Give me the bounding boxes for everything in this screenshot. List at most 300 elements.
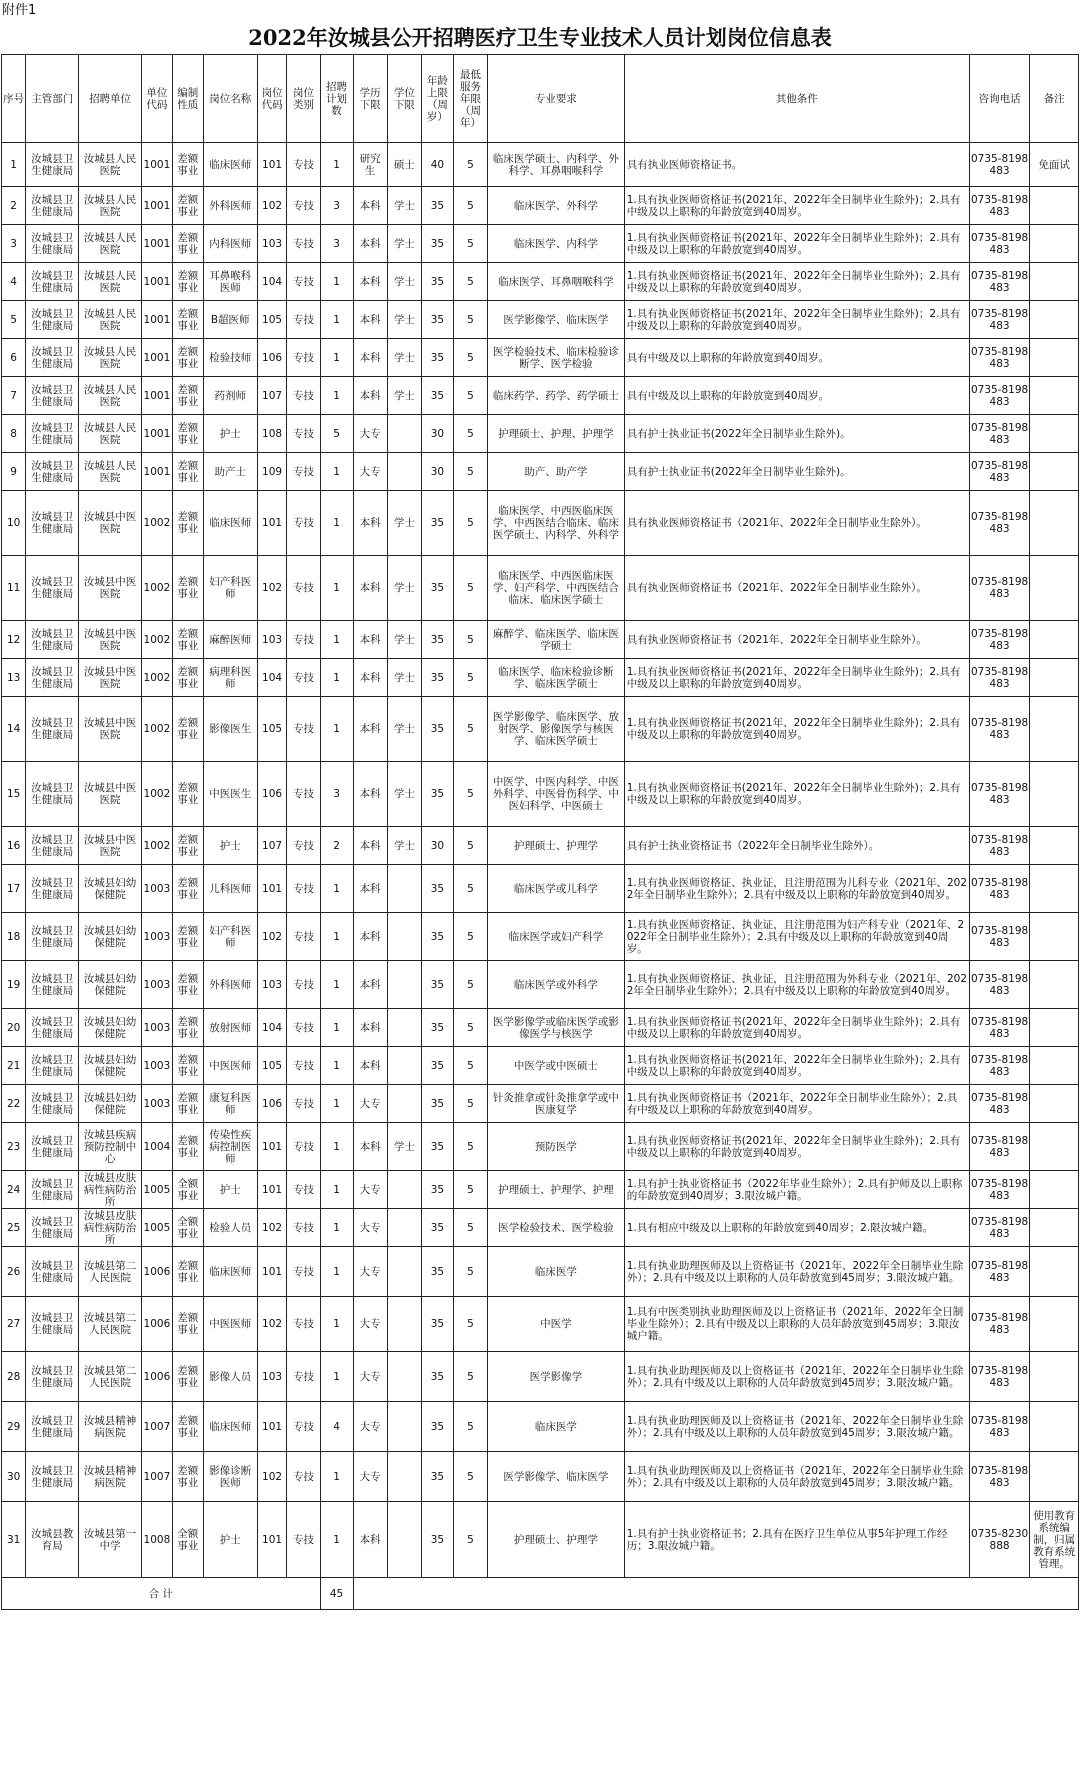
cell-major: 临床医学、临床检验诊断学、临床医学硕士 — [488, 659, 625, 697]
cell-age-limit: 35 — [421, 1171, 453, 1209]
cell-position-code: 101 — [257, 491, 287, 556]
cell-position-code: 102 — [257, 1452, 287, 1502]
cell-phone: 0735-8198483 — [969, 1123, 1030, 1171]
cell-other-conditions: 具有执业医师资格证书（2021年、2022年全日制毕业生除外）。 — [624, 556, 969, 621]
cell-service-years: 5 — [453, 1247, 487, 1297]
cell-degree — [387, 913, 421, 961]
cell-remarks — [1030, 1402, 1079, 1452]
cell-service-years: 5 — [453, 187, 487, 225]
cell-other-conditions: 1.具有执业医师资格证书(2021年、2022年全日制毕业生除外)；2.具有中级及以上职称的年龄放宽到40周岁。 — [624, 762, 969, 827]
cell-staffing: 全额事业 — [172, 1171, 203, 1209]
cell-unit-code: 1003 — [141, 961, 172, 1009]
cell-plan-count: 1 — [320, 263, 353, 301]
cell-education: 大专 — [353, 415, 387, 453]
cell-plan-count: 1 — [320, 301, 353, 339]
cell-education: 本科 — [353, 187, 387, 225]
cell-phone: 0735-8198483 — [969, 1009, 1030, 1047]
cell-service-years: 5 — [453, 762, 487, 827]
cell-other-conditions: 1.具有执业医师资格证书(2021年、2022年全日制毕业生除外)；2.具有中级及以上职称的年龄放宽到40周岁。 — [624, 301, 969, 339]
cell-plan-count: 1 — [320, 1171, 353, 1209]
cell-unit-code: 1003 — [141, 1085, 172, 1123]
cell-unit-code: 1001 — [141, 453, 172, 491]
cell-major: 临床医学、耳鼻咽喉科学 — [488, 263, 625, 301]
cell-education: 本科 — [353, 827, 387, 865]
cell-major: 医学影像学 — [488, 1352, 625, 1402]
cell-other-conditions: 具有护士执业资格证书（2022年全日制毕业生除外）。 — [624, 827, 969, 865]
cell-department: 汝城县卫生健康局 — [26, 913, 79, 961]
cell-education: 大专 — [353, 1297, 387, 1352]
cell-position-type: 专技 — [287, 913, 320, 961]
cell-seq: 6 — [2, 339, 26, 377]
cell-unit-code: 1001 — [141, 263, 172, 301]
cell-service-years: 5 — [453, 827, 487, 865]
column-header: 年龄上限（周岁） — [421, 55, 453, 143]
cell-position-code: 101 — [257, 865, 287, 913]
cell-staffing: 差额事业 — [172, 225, 203, 263]
cell-unit: 汝城县人民医院 — [79, 301, 142, 339]
table-row — [2, 143, 1079, 187]
cell-unit: 汝城县人民医院 — [79, 415, 142, 453]
cell-department: 汝城县卫生健康局 — [26, 961, 79, 1009]
cell-remarks — [1030, 1171, 1079, 1209]
cell-degree: 学士 — [387, 491, 421, 556]
cell-phone: 0735-8198483 — [969, 377, 1030, 415]
cell-plan-count: 1 — [320, 339, 353, 377]
cell-degree: 学士 — [387, 301, 421, 339]
cell-other-conditions: 1.具有相应中级及以上职称的年龄放宽到40周岁；2.限汝城户籍。 — [624, 1209, 969, 1247]
cell-major: 医学影像学、临床医学 — [488, 1452, 625, 1502]
cell-education: 大专 — [353, 1171, 387, 1209]
cell-staffing: 差额事业 — [172, 1452, 203, 1502]
cell-unit: 汝城县皮肤病性病防治所 — [79, 1171, 142, 1209]
cell-phone: 0735-8198483 — [969, 913, 1030, 961]
cell-age-limit: 35 — [421, 491, 453, 556]
cell-department: 汝城县卫生健康局 — [26, 865, 79, 913]
column-header: 岗位代码 — [257, 55, 287, 143]
cell-department: 汝城县卫生健康局 — [26, 1452, 79, 1502]
cell-remarks — [1030, 865, 1079, 913]
cell-staffing: 差额事业 — [172, 762, 203, 827]
cell-position-code: 102 — [257, 187, 287, 225]
cell-degree — [387, 1402, 421, 1452]
cell-service-years: 5 — [453, 865, 487, 913]
cell-department: 汝城县卫生健康局 — [26, 415, 79, 453]
cell-seq: 23 — [2, 1123, 26, 1171]
cell-age-limit: 35 — [421, 187, 453, 225]
cell-plan-count: 1 — [320, 659, 353, 697]
cell-service-years: 5 — [453, 339, 487, 377]
cell-service-years: 5 — [453, 225, 487, 263]
header-row — [2, 55, 1079, 143]
column-header: 咨询电话 — [969, 55, 1030, 143]
cell-other-conditions: 1.具有护士执业资格证书；2.具有在医疗卫生单位从事5年护理工作经历；3.限汝城户籍。 — [624, 1502, 969, 1578]
table-row — [2, 263, 1079, 301]
cell-unit: 汝城县妇幼保健院 — [79, 1009, 142, 1047]
cell-unit-code: 1008 — [141, 1502, 172, 1578]
cell-staffing: 差额事业 — [172, 1247, 203, 1297]
table-row — [2, 1247, 1079, 1297]
cell-position-type: 专技 — [287, 1009, 320, 1047]
column-header: 单位代码 — [141, 55, 172, 143]
cell-position-code: 101 — [257, 143, 287, 187]
cell-age-limit: 35 — [421, 225, 453, 263]
cell-unit: 汝城县中医医院 — [79, 556, 142, 621]
cell-education: 本科 — [353, 697, 387, 762]
table-row — [2, 1171, 1079, 1209]
cell-position: 麻醉医师 — [203, 621, 257, 659]
cell-unit-code: 1003 — [141, 865, 172, 913]
cell-position-code: 106 — [257, 1085, 287, 1123]
cell-position-type: 专技 — [287, 415, 320, 453]
cell-education: 本科 — [353, 491, 387, 556]
cell-position-type: 专技 — [287, 377, 320, 415]
cell-position-code: 103 — [257, 961, 287, 1009]
table-row — [2, 659, 1079, 697]
cell-phone: 0735-8198483 — [969, 827, 1030, 865]
cell-service-years: 5 — [453, 1123, 487, 1171]
cell-position: 临床医师 — [203, 491, 257, 556]
cell-major: 麻醉学、临床医学、临床医学硕士 — [488, 621, 625, 659]
cell-education: 大专 — [353, 1085, 387, 1123]
cell-unit: 汝城县中医医院 — [79, 659, 142, 697]
cell-seq: 11 — [2, 556, 26, 621]
cell-seq: 19 — [2, 961, 26, 1009]
cell-age-limit: 35 — [421, 865, 453, 913]
cell-seq: 16 — [2, 827, 26, 865]
cell-remarks — [1030, 913, 1079, 961]
cell-remarks — [1030, 1085, 1079, 1123]
cell-seq: 10 — [2, 491, 26, 556]
cell-other-conditions: 具有执业医师资格证书（2021年、2022年全日制毕业生除外）。 — [624, 621, 969, 659]
cell-position-code: 101 — [257, 1123, 287, 1171]
cell-position-code: 102 — [257, 1209, 287, 1247]
cell-position: 传染性疾病控制医师 — [203, 1123, 257, 1171]
cell-staffing: 差额事业 — [172, 415, 203, 453]
cell-position-code: 106 — [257, 762, 287, 827]
cell-service-years: 5 — [453, 556, 487, 621]
cell-other-conditions: 1.具有执业医师资格证、执业证，且注册范围为妇产科专业（2021年、2022年全日制毕业生除外）；2.具有中级及以上职称的年龄放宽到40周岁。 — [624, 913, 969, 961]
cell-remarks: 使用教育系统编制，归属教育系统管理。 — [1030, 1502, 1079, 1578]
cell-remarks — [1030, 762, 1079, 827]
cell-position: 放射医师 — [203, 1009, 257, 1047]
table-row — [2, 865, 1079, 913]
cell-department: 汝城县卫生健康局 — [26, 697, 79, 762]
cell-phone: 0735-8198483 — [969, 1247, 1030, 1297]
cell-department: 汝城县卫生健康局 — [26, 1247, 79, 1297]
column-header: 其他条件 — [624, 55, 969, 143]
cell-phone: 0735-8198483 — [969, 225, 1030, 263]
cell-plan-count: 3 — [320, 187, 353, 225]
cell-age-limit: 35 — [421, 1085, 453, 1123]
cell-other-conditions: 1.具有执业医师资格证书(2021年、2022年全日制毕业生除外)；2.具有中级及以上职称的年龄放宽到40周岁。 — [624, 659, 969, 697]
cell-service-years: 5 — [453, 697, 487, 762]
cell-phone: 0735-8198483 — [969, 1452, 1030, 1502]
cell-degree — [387, 961, 421, 1009]
cell-unit: 汝城县中医医院 — [79, 697, 142, 762]
cell-service-years: 5 — [453, 659, 487, 697]
cell-unit: 汝城县疾病预防控制中心 — [79, 1123, 142, 1171]
cell-age-limit: 35 — [421, 621, 453, 659]
table-row — [2, 415, 1079, 453]
cell-position-type: 专技 — [287, 961, 320, 1009]
cell-major: 中医学、中医内科学、中医外科学、中医骨伤科学、中医妇科学、中医硕士 — [488, 762, 625, 827]
cell-other-conditions: 1.具有执业助理医师及以上资格证书（2021年、2022年全日制毕业生除外）；2.具有中级及以上职称的人员年龄放宽到45周岁；3.限汝城户籍。 — [624, 1402, 969, 1452]
cell-unit: 汝城县中医医院 — [79, 827, 142, 865]
cell-remarks — [1030, 1009, 1079, 1047]
cell-department: 汝城县卫生健康局 — [26, 339, 79, 377]
cell-age-limit: 35 — [421, 1402, 453, 1452]
cell-unit-code: 1007 — [141, 1452, 172, 1502]
cell-staffing: 差额事业 — [172, 187, 203, 225]
cell-age-limit: 35 — [421, 1123, 453, 1171]
cell-position-type: 专技 — [287, 339, 320, 377]
cell-staffing: 差额事业 — [172, 865, 203, 913]
cell-service-years: 5 — [453, 621, 487, 659]
cell-degree: 学士 — [387, 697, 421, 762]
cell-other-conditions: 1.具有执业医师资格证书(2021年、2022年全日制毕业生除外)；2.具有中级及以上职称的年龄放宽到40周岁。 — [624, 1047, 969, 1085]
cell-unit-code: 1002 — [141, 697, 172, 762]
cell-position: 儿科医师 — [203, 865, 257, 913]
cell-major: 临床医学 — [488, 1247, 625, 1297]
cell-unit: 汝城县人民医院 — [79, 225, 142, 263]
cell-seq: 26 — [2, 1247, 26, 1297]
cell-other-conditions: 1.具有执业医师资格证、执业证，且注册范围为儿科专业（2021年、2022年全日制毕业生除外）；2.具有中级及以上职称的年龄放宽到40周岁。 — [624, 865, 969, 913]
cell-position-code: 107 — [257, 827, 287, 865]
cell-education: 本科 — [353, 263, 387, 301]
cell-other-conditions: 具有中级及以上职称的年龄放宽到40周岁。 — [624, 339, 969, 377]
cell-department: 汝城县卫生健康局 — [26, 1085, 79, 1123]
cell-seq: 12 — [2, 621, 26, 659]
table-row — [2, 1085, 1079, 1123]
cell-department: 汝城县卫生健康局 — [26, 187, 79, 225]
cell-unit: 汝城县精神病医院 — [79, 1452, 142, 1502]
cell-seq: 15 — [2, 762, 26, 827]
cell-seq: 13 — [2, 659, 26, 697]
cell-age-limit: 35 — [421, 1209, 453, 1247]
cell-position-code: 101 — [257, 1247, 287, 1297]
cell-major: 护理硕士、护理、护理学 — [488, 415, 625, 453]
cell-phone: 0735-8198483 — [969, 339, 1030, 377]
cell-phone: 0735-8198483 — [969, 1402, 1030, 1452]
column-header: 招聘单位 — [79, 55, 142, 143]
cell-plan-count: 1 — [320, 1502, 353, 1578]
cell-major: 护理硕士、护理学、护理 — [488, 1171, 625, 1209]
cell-department: 汝城县卫生健康局 — [26, 1171, 79, 1209]
cell-plan-count: 1 — [320, 491, 353, 556]
cell-remarks — [1030, 827, 1079, 865]
cell-degree: 学士 — [387, 225, 421, 263]
cell-unit-code: 1001 — [141, 301, 172, 339]
cell-unit: 汝城县人民医院 — [79, 339, 142, 377]
cell-unit-code: 1004 — [141, 1123, 172, 1171]
cell-position-type: 专技 — [287, 453, 320, 491]
cell-other-conditions: 1.具有执业助理医师及以上资格证书（2021年、2022年全日制毕业生除外）；2.具有中级及以上职称的人员年龄放宽到45周岁；3.限汝城户籍。 — [624, 1247, 969, 1297]
cell-age-limit: 35 — [421, 339, 453, 377]
cell-age-limit: 35 — [421, 1047, 453, 1085]
cell-seq: 2 — [2, 187, 26, 225]
cell-degree — [387, 1352, 421, 1402]
cell-age-limit: 35 — [421, 961, 453, 1009]
table-row — [2, 1502, 1079, 1578]
cell-position: 妇产科医师 — [203, 556, 257, 621]
cell-education: 本科 — [353, 556, 387, 621]
cell-unit-code: 1001 — [141, 225, 172, 263]
cell-position-code: 106 — [257, 339, 287, 377]
cell-department: 汝城县卫生健康局 — [26, 762, 79, 827]
cell-service-years: 5 — [453, 1502, 487, 1578]
table-row — [2, 453, 1079, 491]
cell-remarks — [1030, 1047, 1079, 1085]
column-header: 岗位类别 — [287, 55, 320, 143]
cell-phone: 0735-8198483 — [969, 1352, 1030, 1402]
cell-degree — [387, 1085, 421, 1123]
cell-unit-code: 1006 — [141, 1247, 172, 1297]
cell-age-limit: 35 — [421, 659, 453, 697]
cell-unit: 汝城县人民医院 — [79, 453, 142, 491]
cell-staffing: 差额事业 — [172, 827, 203, 865]
cell-education: 本科 — [353, 913, 387, 961]
cell-position-type: 专技 — [287, 659, 320, 697]
cell-degree — [387, 1502, 421, 1578]
cell-position: 中医医师 — [203, 1297, 257, 1352]
table-row — [2, 377, 1079, 415]
cell-degree: 学士 — [387, 187, 421, 225]
cell-staffing: 差额事业 — [172, 377, 203, 415]
cell-other-conditions: 具有执业医师资格证书。 — [624, 143, 969, 187]
cell-education: 本科 — [353, 961, 387, 1009]
cell-plan-count: 3 — [320, 225, 353, 263]
cell-degree: 学士 — [387, 339, 421, 377]
cell-unit: 汝城县人民医院 — [79, 263, 142, 301]
cell-unit: 汝城县妇幼保健院 — [79, 913, 142, 961]
cell-phone: 0735-8198483 — [969, 1297, 1030, 1352]
cell-plan-count: 1 — [320, 143, 353, 187]
cell-degree: 硕士 — [387, 143, 421, 187]
cell-position: 外科医师 — [203, 187, 257, 225]
cell-education: 本科 — [353, 621, 387, 659]
cell-major: 医学影像学、临床医学 — [488, 301, 625, 339]
cell-position: 内科医师 — [203, 225, 257, 263]
cell-position-type: 专技 — [287, 225, 320, 263]
cell-seq: 9 — [2, 453, 26, 491]
cell-phone: 0735-8198483 — [969, 415, 1030, 453]
cell-service-years: 5 — [453, 1297, 487, 1352]
cell-degree: 学士 — [387, 1123, 421, 1171]
table-row — [2, 1452, 1079, 1502]
cell-degree — [387, 1009, 421, 1047]
cell-education: 本科 — [353, 659, 387, 697]
cell-education: 本科 — [353, 225, 387, 263]
cell-unit: 汝城县妇幼保健院 — [79, 865, 142, 913]
cell-position: 临床医师 — [203, 143, 257, 187]
cell-position: 护士 — [203, 827, 257, 865]
cell-remarks — [1030, 377, 1079, 415]
cell-unit: 汝城县妇幼保健院 — [79, 1085, 142, 1123]
cell-other-conditions: 1.具有执业医师资格证书(2021年、2022年全日制毕业生除外)；2.具有中级及以上职称的年龄放宽到40周岁。 — [624, 263, 969, 301]
cell-department: 汝城县卫生健康局 — [26, 491, 79, 556]
cell-degree — [387, 415, 421, 453]
cell-degree — [387, 1209, 421, 1247]
cell-position-code: 104 — [257, 659, 287, 697]
cell-degree: 学士 — [387, 762, 421, 827]
cell-major: 助产、助产学 — [488, 453, 625, 491]
cell-seq: 28 — [2, 1352, 26, 1402]
table-row — [2, 225, 1079, 263]
cell-plan-count: 1 — [320, 1209, 353, 1247]
cell-position-code: 104 — [257, 263, 287, 301]
table-row — [2, 491, 1079, 556]
cell-staffing: 差额事业 — [172, 1352, 203, 1402]
cell-department: 汝城县卫生健康局 — [26, 377, 79, 415]
cell-position-code: 105 — [257, 697, 287, 762]
cell-phone: 0735-8198483 — [969, 762, 1030, 827]
cell-education: 本科 — [353, 1123, 387, 1171]
cell-position-code: 103 — [257, 1352, 287, 1402]
cell-seq: 18 — [2, 913, 26, 961]
cell-degree — [387, 1247, 421, 1297]
cell-unit-code: 1001 — [141, 187, 172, 225]
cell-remarks — [1030, 1247, 1079, 1297]
cell-position-type: 专技 — [287, 491, 320, 556]
cell-position-type: 专技 — [287, 1209, 320, 1247]
table-row — [2, 1047, 1079, 1085]
cell-position: 外科医师 — [203, 961, 257, 1009]
attachment-label: 附件1 — [2, 3, 37, 18]
cell-service-years: 5 — [453, 301, 487, 339]
cell-degree: 学士 — [387, 827, 421, 865]
cell-position-type: 专技 — [287, 1297, 320, 1352]
cell-position-code: 107 — [257, 377, 287, 415]
column-header: 学历下限 — [353, 55, 387, 143]
cell-other-conditions: 具有护士执业证书(2022年全日制毕业生除外)。 — [624, 415, 969, 453]
cell-unit-code: 1002 — [141, 762, 172, 827]
cell-department: 汝城县卫生健康局 — [26, 1009, 79, 1047]
cell-department: 汝城县卫生健康局 — [26, 621, 79, 659]
cell-remarks — [1030, 415, 1079, 453]
cell-education: 大专 — [353, 1352, 387, 1402]
cell-position: 影像人员 — [203, 1352, 257, 1402]
cell-plan-count: 1 — [320, 1009, 353, 1047]
cell-major: 医学影像学、临床医学、放射医学、影像医学与核医学、临床医学硕士 — [488, 697, 625, 762]
cell-age-limit: 40 — [421, 143, 453, 187]
cell-position-type: 专技 — [287, 187, 320, 225]
cell-staffing: 差额事业 — [172, 1297, 203, 1352]
table-row — [2, 301, 1079, 339]
table-row — [2, 1297, 1079, 1352]
recruitment-table — [1, 54, 1079, 1610]
cell-department: 汝城县卫生健康局 — [26, 263, 79, 301]
cell-seq: 30 — [2, 1452, 26, 1502]
cell-unit: 汝城县中医医院 — [79, 491, 142, 556]
cell-position-code: 105 — [257, 301, 287, 339]
cell-major: 中医学或中医硕士 — [488, 1047, 625, 1085]
column-header: 主管部门 — [26, 55, 79, 143]
cell-seq: 8 — [2, 415, 26, 453]
cell-remarks — [1030, 263, 1079, 301]
cell-department: 汝城县卫生健康局 — [26, 1402, 79, 1452]
cell-position-code: 104 — [257, 1009, 287, 1047]
cell-position-type: 专技 — [287, 1123, 320, 1171]
cell-plan-count: 1 — [320, 1297, 353, 1352]
cell-unit: 汝城县第二人民医院 — [79, 1297, 142, 1352]
cell-staffing: 差额事业 — [172, 913, 203, 961]
cell-staffing: 差额事业 — [172, 1402, 203, 1452]
cell-position: 护士 — [203, 1171, 257, 1209]
cell-position: 病理科医师 — [203, 659, 257, 697]
cell-position-type: 专技 — [287, 1085, 320, 1123]
cell-unit-code: 1001 — [141, 339, 172, 377]
cell-phone: 0735-8198483 — [969, 961, 1030, 1009]
